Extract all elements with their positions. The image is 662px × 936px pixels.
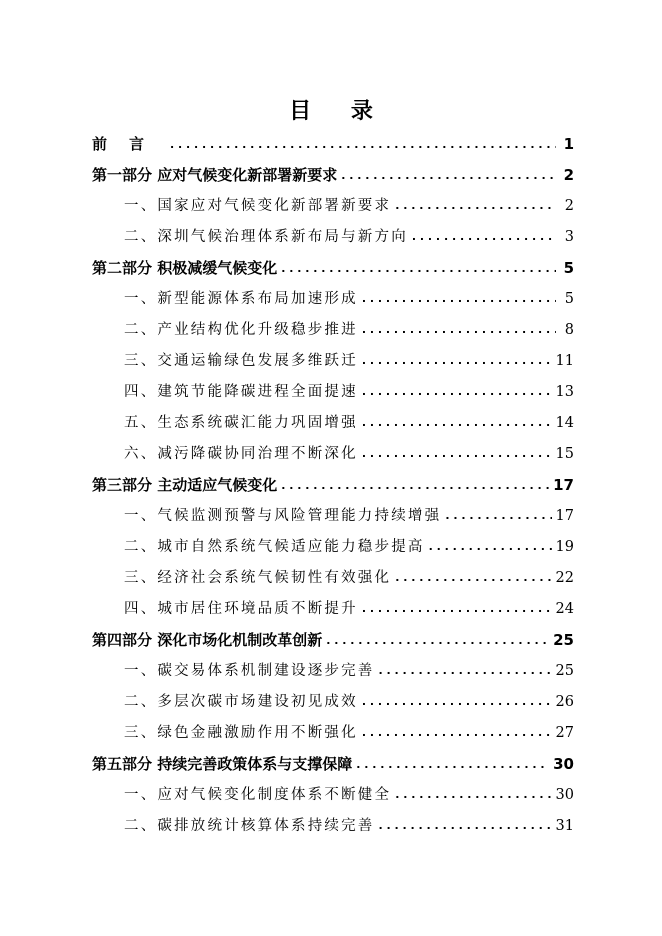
- table-of-contents: [92, 129, 574, 842]
- dot-leader: [362, 407, 552, 438]
- dot-leader: [395, 779, 551, 810]
- toc-entry-section[interactable]: [92, 315, 574, 346]
- toc-entry-section[interactable]: [92, 687, 574, 718]
- dot-leader: [362, 314, 556, 345]
- toc-entry-section[interactable]: [92, 811, 574, 842]
- toc-entry-section[interactable]: [92, 377, 574, 408]
- toc-entry-label: 二、城市自然系统气候适应能力稳步提高: [124, 539, 425, 555]
- toc-entry-label: 三、交通运输绿色发展多维跃迁: [124, 353, 358, 369]
- toc-entry-section[interactable]: [92, 439, 574, 470]
- toc-entry-section[interactable]: [92, 222, 574, 253]
- dot-leader: [341, 160, 556, 191]
- toc-entry-label: 五、生态系统碳汇能力巩固增强: [124, 415, 358, 431]
- dot-leader: [395, 562, 551, 593]
- toc-page-number: 2: [564, 198, 574, 214]
- dot-leader: [445, 500, 551, 531]
- toc-entry-label: 一、碳交易体系机制建设逐步完善: [124, 663, 375, 679]
- toc-entry-section[interactable]: [92, 780, 574, 811]
- toc-entry-part-4[interactable]: [92, 625, 574, 656]
- toc-entry-section[interactable]: [92, 563, 574, 594]
- toc-page-number: 1: [563, 135, 574, 153]
- toc-entry-label: 三、绿色金融激励作用不断强化: [124, 725, 358, 741]
- toc-entry-section[interactable]: [92, 346, 574, 377]
- toc-page-number: 30: [555, 787, 574, 803]
- toc-entry-preface[interactable]: [92, 129, 574, 160]
- toc-page-number: 31: [555, 818, 574, 834]
- toc-entry-label: 第三部分 主动适应气候变化: [92, 476, 278, 494]
- toc-page-number: 5: [564, 291, 574, 307]
- toc-entry-section[interactable]: [92, 284, 574, 315]
- toc-entry-label: 三、经济社会系统气候韧性有效强化: [124, 570, 392, 586]
- toc-page-number: 17: [553, 476, 574, 494]
- dot-leader: [356, 749, 549, 780]
- toc-page-number: 5: [563, 259, 574, 277]
- dot-leader: [362, 345, 552, 376]
- toc-entry-part-3[interactable]: [92, 470, 574, 501]
- toc-entry-label: 一、应对气候变化制度体系不断健全: [124, 787, 392, 803]
- toc-page-number: 25: [553, 631, 574, 649]
- toc-entry-section[interactable]: [92, 718, 574, 749]
- dot-leader: [362, 283, 556, 314]
- toc-entry-section[interactable]: [92, 408, 574, 439]
- toc-page-number: 3: [564, 229, 574, 245]
- toc-entry-label: 第四部分 深化市场化机制改革创新: [92, 631, 323, 649]
- dot-leader: [362, 376, 552, 407]
- toc-page-number: 30: [553, 755, 574, 773]
- dot-leader: [362, 438, 552, 469]
- dot-leader: [395, 190, 556, 221]
- dot-leader: [170, 129, 556, 160]
- toc-page-number: 22: [555, 570, 574, 586]
- document-title: 目 录: [289, 99, 389, 124]
- toc-entry-label: 前言: [92, 135, 167, 153]
- toc-page-number: 26: [555, 694, 574, 710]
- toc-entry-label: 四、城市居住环境品质不断提升: [124, 601, 358, 617]
- dot-leader: [362, 717, 552, 748]
- toc-page-number: 11: [555, 353, 574, 369]
- dot-leader: [281, 253, 556, 284]
- toc-entry-part-5[interactable]: [92, 749, 574, 780]
- toc-entry-section[interactable]: [92, 656, 574, 687]
- toc-entry-label: 二、产业结构优化升级稳步推进: [124, 322, 358, 338]
- toc-entry-label: 一、国家应对气候变化新部署新要求: [124, 198, 392, 214]
- toc-page-number: 15: [555, 446, 574, 462]
- dot-leader: [429, 531, 552, 562]
- toc-page-number: 27: [555, 725, 574, 741]
- toc-entry-label: 第二部分 积极减缓气候变化: [92, 259, 278, 277]
- toc-entry-label: 第五部分 持续完善政策体系与支撑保障: [92, 755, 353, 773]
- toc-entry-label: 一、新型能源体系布局加速形成: [124, 291, 358, 307]
- toc-page-number: 19: [555, 539, 574, 555]
- toc-page-number: 14: [555, 415, 574, 431]
- toc-entry-section[interactable]: [92, 191, 574, 222]
- toc-entry-label: 第一部分 应对气候变化新部署新要求: [92, 166, 338, 184]
- toc-page-number: 2: [563, 166, 574, 184]
- toc-page-number: 25: [555, 663, 574, 679]
- toc-entry-label: 二、多层次碳市场建设初见成效: [124, 694, 358, 710]
- toc-page-number: 8: [564, 322, 574, 338]
- toc-page-number: 17: [555, 508, 574, 524]
- dot-leader: [281, 470, 549, 501]
- dot-leader: [412, 221, 556, 252]
- toc-page-number: 13: [555, 384, 574, 400]
- toc-entry-label: 一、气候监测预警与风险管理能力持续增强: [124, 508, 442, 524]
- toc-entry-label: 六、减污降碳协同治理不断深化: [124, 446, 358, 462]
- toc-entry-label: 二、深圳气候治理体系新布局与新方向: [124, 229, 408, 245]
- dot-leader: [326, 625, 549, 656]
- toc-entry-part-2[interactable]: [92, 253, 574, 284]
- dot-leader: [379, 810, 552, 841]
- dot-leader: [379, 655, 552, 686]
- toc-entry-label: 二、碳排放统计核算体系持续完善: [124, 818, 375, 834]
- dot-leader: [362, 593, 552, 624]
- dot-leader: [362, 686, 552, 717]
- toc-page-number: 24: [555, 601, 574, 617]
- toc-entry-section[interactable]: [92, 501, 574, 532]
- toc-entry-part-1[interactable]: [92, 160, 574, 191]
- toc-entry-label: 四、建筑节能降碳进程全面提速: [124, 384, 358, 400]
- toc-entry-section[interactable]: [92, 532, 574, 563]
- toc-entry-section[interactable]: [92, 594, 574, 625]
